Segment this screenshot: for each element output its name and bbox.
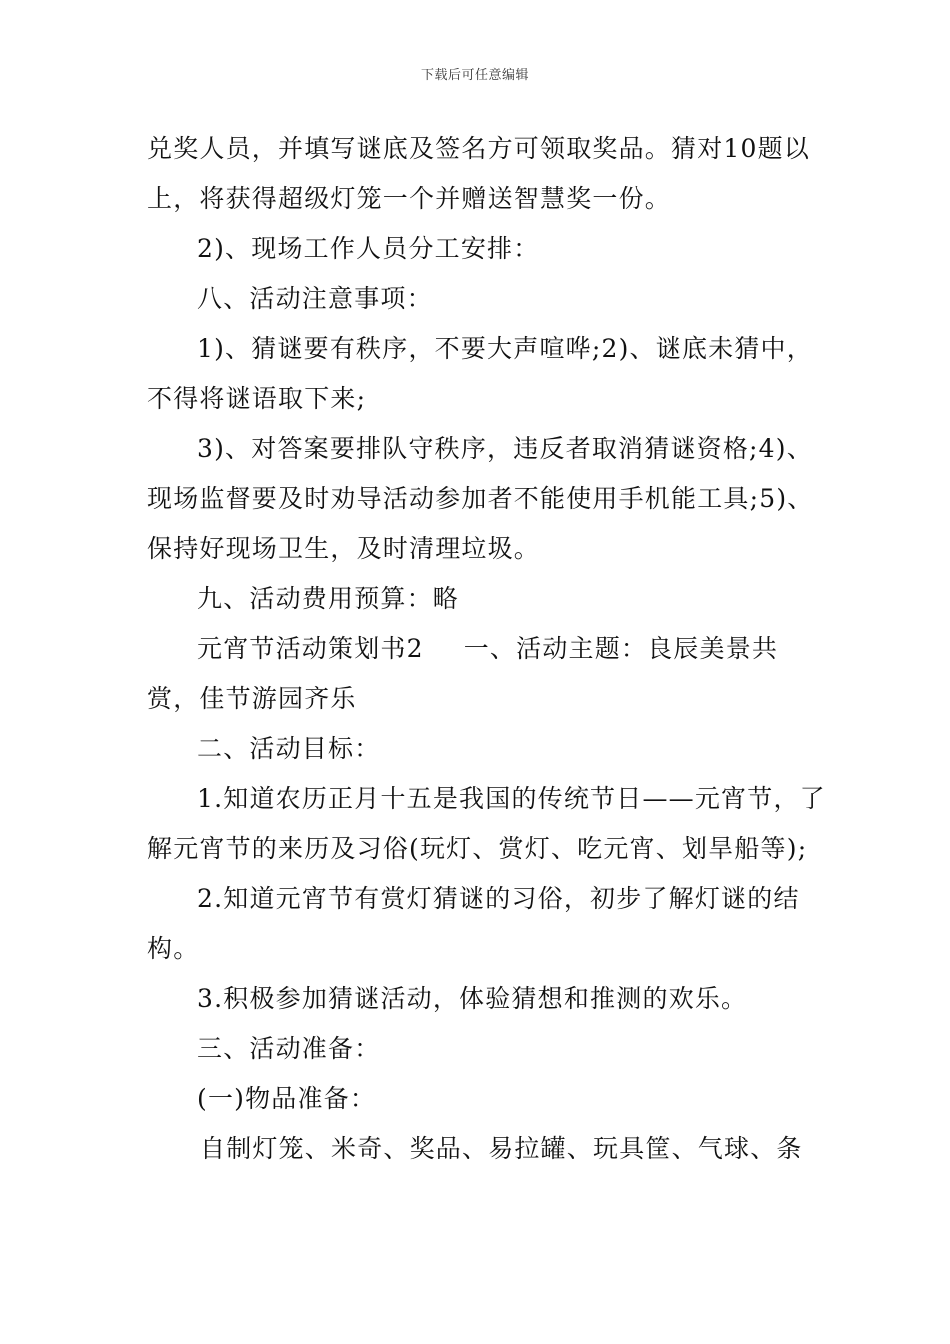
paragraph-goal-1: 1.知道农历正月十五是我国的传统节日——元宵节，了解元宵节的来历及习俗(玩灯、赏灯、吃元宵、划旱船等); bbox=[147, 784, 826, 863]
paragraph-materials-heading: (一)物品准备： bbox=[197, 1084, 377, 1113]
document-body bbox=[147, 124, 827, 1174]
plan-theme: 一、活动主题：良辰美景共赏，佳节游园齐乐 bbox=[147, 634, 779, 713]
page-header: 下载后可任意编辑 bbox=[420, 68, 529, 83]
paragraph-goal-3: 3.积极参加猜谜活动，体验猜想和推测的欢乐。 bbox=[197, 984, 748, 1013]
paragraph-goals-heading: 二、活动目标： bbox=[197, 734, 381, 763]
paragraph-notes-3-5: 3)、对答案要排队守秩序，违反者取消猜谜资格;4)、现场监督要及时劝导活动参加者不能使用手机能工具;5)、保持好现场卫生，及时清理垃圾。 bbox=[147, 434, 814, 563]
paragraph-plan-2-heading bbox=[147, 624, 827, 724]
paragraph-prep-heading: 三、活动准备： bbox=[197, 1034, 381, 1063]
paragraph-budget: 九、活动费用预算：略 bbox=[197, 584, 460, 613]
paragraph-staff-assignment: 2)、现场工作人员分工安排： bbox=[197, 234, 540, 263]
paragraph-notes-1-2: 1)、猜谜要有秩序，不要大声喧哗;2)、谜底未猜中，不得将谜语取下来; bbox=[147, 334, 813, 413]
paragraph-materials-list: 自制灯笼、米奇、奖品、易拉罐、玩具筐、气球、条 bbox=[200, 1134, 803, 1163]
paragraph-prize-rules: 兑奖人员，并填写谜底及签名方可领取奖品。猜对10题以上，将获得超级灯笼一个并赠送智慧奖一份。 bbox=[147, 134, 811, 213]
plan-title: 元宵节活动策划书2 bbox=[197, 634, 424, 663]
paragraph-notes-heading: 八、活动注意事项： bbox=[197, 284, 433, 313]
paragraph-goal-2: 2.知道元宵节有赏灯猜谜的习俗，初步了解灯谜的结构。 bbox=[147, 884, 800, 963]
